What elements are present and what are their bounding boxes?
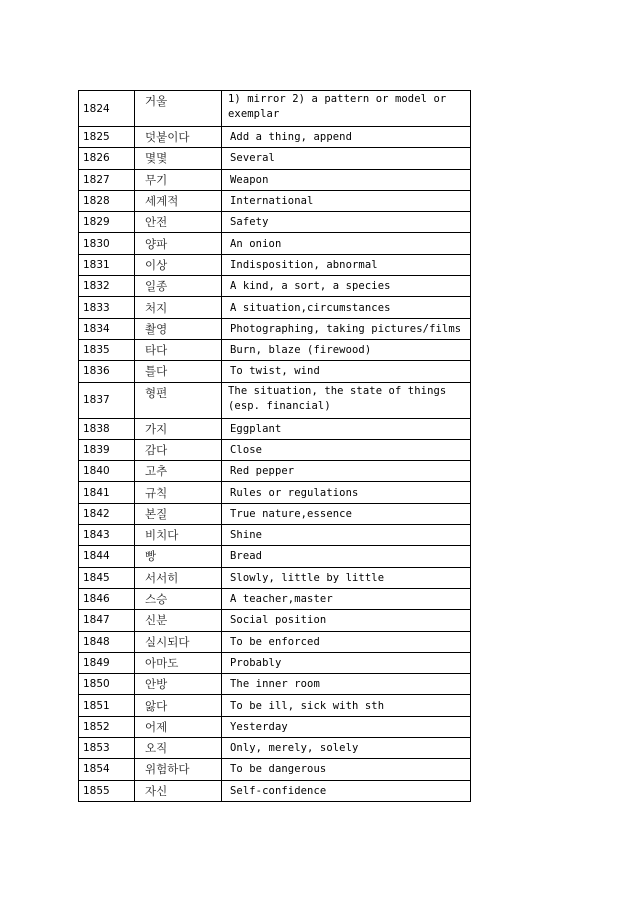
korean-word: 가지 bbox=[135, 418, 222, 439]
table-row bbox=[79, 169, 471, 190]
entry-number: 1831 bbox=[79, 254, 135, 275]
english-meaning: A kind, a sort, a species bbox=[222, 276, 471, 297]
english-meaning: Burn, blaze (firewood) bbox=[222, 339, 471, 360]
korean-word: 위험하다 bbox=[135, 759, 222, 780]
english-meaning: A teacher,master bbox=[222, 588, 471, 609]
entry-number: 1825 bbox=[79, 127, 135, 148]
table-row bbox=[79, 780, 471, 801]
korean-word: 고추 bbox=[135, 461, 222, 482]
korean-word: 이상 bbox=[135, 254, 222, 275]
table-row bbox=[79, 631, 471, 652]
entry-number: 1841 bbox=[79, 482, 135, 503]
english-meaning: Weapon bbox=[222, 169, 471, 190]
table-row bbox=[79, 610, 471, 631]
korean-word: 서서히 bbox=[135, 567, 222, 588]
korean-word: 앓다 bbox=[135, 695, 222, 716]
entry-number: 1845 bbox=[79, 567, 135, 588]
entry-number: 1832 bbox=[79, 276, 135, 297]
entry-number: 1854 bbox=[79, 759, 135, 780]
korean-word: 어제 bbox=[135, 716, 222, 737]
entry-number: 1852 bbox=[79, 716, 135, 737]
english-meaning: The situation, the state of things (esp. financial) bbox=[222, 382, 471, 418]
entry-number: 1839 bbox=[79, 439, 135, 460]
table-row bbox=[79, 525, 471, 546]
table-row bbox=[79, 759, 471, 780]
table-row bbox=[79, 339, 471, 360]
korean-word: 신분 bbox=[135, 610, 222, 631]
table-row bbox=[79, 695, 471, 716]
entry-number: 1850 bbox=[79, 674, 135, 695]
entry-number: 1851 bbox=[79, 695, 135, 716]
english-meaning: Slowly, little by little bbox=[222, 567, 471, 588]
entry-number: 1827 bbox=[79, 169, 135, 190]
korean-word: 무기 bbox=[135, 169, 222, 190]
entry-number: 1842 bbox=[79, 503, 135, 524]
english-meaning: Eggplant bbox=[222, 418, 471, 439]
vocabulary-table-body bbox=[79, 91, 471, 802]
table-row bbox=[79, 482, 471, 503]
entry-number: 1835 bbox=[79, 339, 135, 360]
korean-word: 스승 bbox=[135, 588, 222, 609]
korean-word: 거울 bbox=[135, 91, 222, 127]
korean-word: 틀다 bbox=[135, 361, 222, 382]
korean-word: 안전 bbox=[135, 212, 222, 233]
korean-word: 실시되다 bbox=[135, 631, 222, 652]
entry-number: 1828 bbox=[79, 190, 135, 211]
table-row bbox=[79, 503, 471, 524]
english-meaning: Bread bbox=[222, 546, 471, 567]
english-meaning: Self-confidence bbox=[222, 780, 471, 801]
english-meaning: International bbox=[222, 190, 471, 211]
english-meaning: Photographing, taking pictures/films bbox=[222, 318, 471, 339]
english-meaning: To be ill, sick with sth bbox=[222, 695, 471, 716]
english-meaning: A situation,circumstances bbox=[222, 297, 471, 318]
korean-word: 일종 bbox=[135, 276, 222, 297]
table-row bbox=[79, 418, 471, 439]
english-meaning: Safety bbox=[222, 212, 471, 233]
entry-number: 1838 bbox=[79, 418, 135, 439]
entry-number: 1837 bbox=[79, 382, 135, 418]
entry-number: 1836 bbox=[79, 361, 135, 382]
entry-number: 1846 bbox=[79, 588, 135, 609]
entry-number: 1847 bbox=[79, 610, 135, 631]
table-row bbox=[79, 276, 471, 297]
english-meaning: To be dangerous bbox=[222, 759, 471, 780]
english-meaning: An onion bbox=[222, 233, 471, 254]
table-row bbox=[79, 318, 471, 339]
entry-number: 1855 bbox=[79, 780, 135, 801]
english-meaning: Shine bbox=[222, 525, 471, 546]
english-meaning: The inner room bbox=[222, 674, 471, 695]
english-meaning: Add a thing, append bbox=[222, 127, 471, 148]
korean-word: 몇몇 bbox=[135, 148, 222, 169]
english-meaning: Probably bbox=[222, 652, 471, 673]
table-row bbox=[79, 233, 471, 254]
english-meaning: To twist, wind bbox=[222, 361, 471, 382]
korean-word: 빵 bbox=[135, 546, 222, 567]
table-row bbox=[79, 91, 471, 127]
table-row bbox=[79, 439, 471, 460]
english-meaning: Social position bbox=[222, 610, 471, 631]
english-meaning: 1) mirror 2) a pattern or model or exemplar bbox=[222, 91, 471, 127]
korean-word: 세계적 bbox=[135, 190, 222, 211]
korean-word: 촬영 bbox=[135, 318, 222, 339]
entry-number: 1824 bbox=[79, 91, 135, 127]
entry-number: 1843 bbox=[79, 525, 135, 546]
english-meaning: Indisposition, abnormal bbox=[222, 254, 471, 275]
korean-word: 아마도 bbox=[135, 652, 222, 673]
table-row bbox=[79, 461, 471, 482]
entry-number: 1853 bbox=[79, 738, 135, 759]
korean-word: 안방 bbox=[135, 674, 222, 695]
table-row bbox=[79, 212, 471, 233]
korean-word: 비치다 bbox=[135, 525, 222, 546]
entry-number: 1826 bbox=[79, 148, 135, 169]
table-row bbox=[79, 716, 471, 737]
english-meaning: Close bbox=[222, 439, 471, 460]
table-row bbox=[79, 738, 471, 759]
vocabulary-table bbox=[78, 90, 471, 802]
korean-word: 오직 bbox=[135, 738, 222, 759]
entry-number: 1844 bbox=[79, 546, 135, 567]
table-row bbox=[79, 652, 471, 673]
table-row bbox=[79, 382, 471, 418]
entry-number: 1840 bbox=[79, 461, 135, 482]
table-row bbox=[79, 254, 471, 275]
korean-word: 감다 bbox=[135, 439, 222, 460]
korean-word: 덧붙이다 bbox=[135, 127, 222, 148]
english-meaning: To be enforced bbox=[222, 631, 471, 652]
entry-number: 1829 bbox=[79, 212, 135, 233]
table-row bbox=[79, 588, 471, 609]
table-row bbox=[79, 297, 471, 318]
entry-number: 1830 bbox=[79, 233, 135, 254]
korean-word: 형편 bbox=[135, 382, 222, 418]
table-row bbox=[79, 546, 471, 567]
table-row bbox=[79, 674, 471, 695]
korean-word: 자신 bbox=[135, 780, 222, 801]
korean-word: 양파 bbox=[135, 233, 222, 254]
entry-number: 1833 bbox=[79, 297, 135, 318]
table-row bbox=[79, 361, 471, 382]
table-row bbox=[79, 567, 471, 588]
english-meaning: Yesterday bbox=[222, 716, 471, 737]
table-row bbox=[79, 190, 471, 211]
korean-word: 본질 bbox=[135, 503, 222, 524]
entry-number: 1848 bbox=[79, 631, 135, 652]
korean-word: 처지 bbox=[135, 297, 222, 318]
english-meaning: Red pepper bbox=[222, 461, 471, 482]
table-row bbox=[79, 148, 471, 169]
english-meaning: Several bbox=[222, 148, 471, 169]
english-meaning: Rules or regulations bbox=[222, 482, 471, 503]
english-meaning: True nature,essence bbox=[222, 503, 471, 524]
english-meaning: Only, merely, solely bbox=[222, 738, 471, 759]
korean-word: 규칙 bbox=[135, 482, 222, 503]
korean-word: 타다 bbox=[135, 339, 222, 360]
entry-number: 1834 bbox=[79, 318, 135, 339]
entry-number: 1849 bbox=[79, 652, 135, 673]
table-row bbox=[79, 127, 471, 148]
